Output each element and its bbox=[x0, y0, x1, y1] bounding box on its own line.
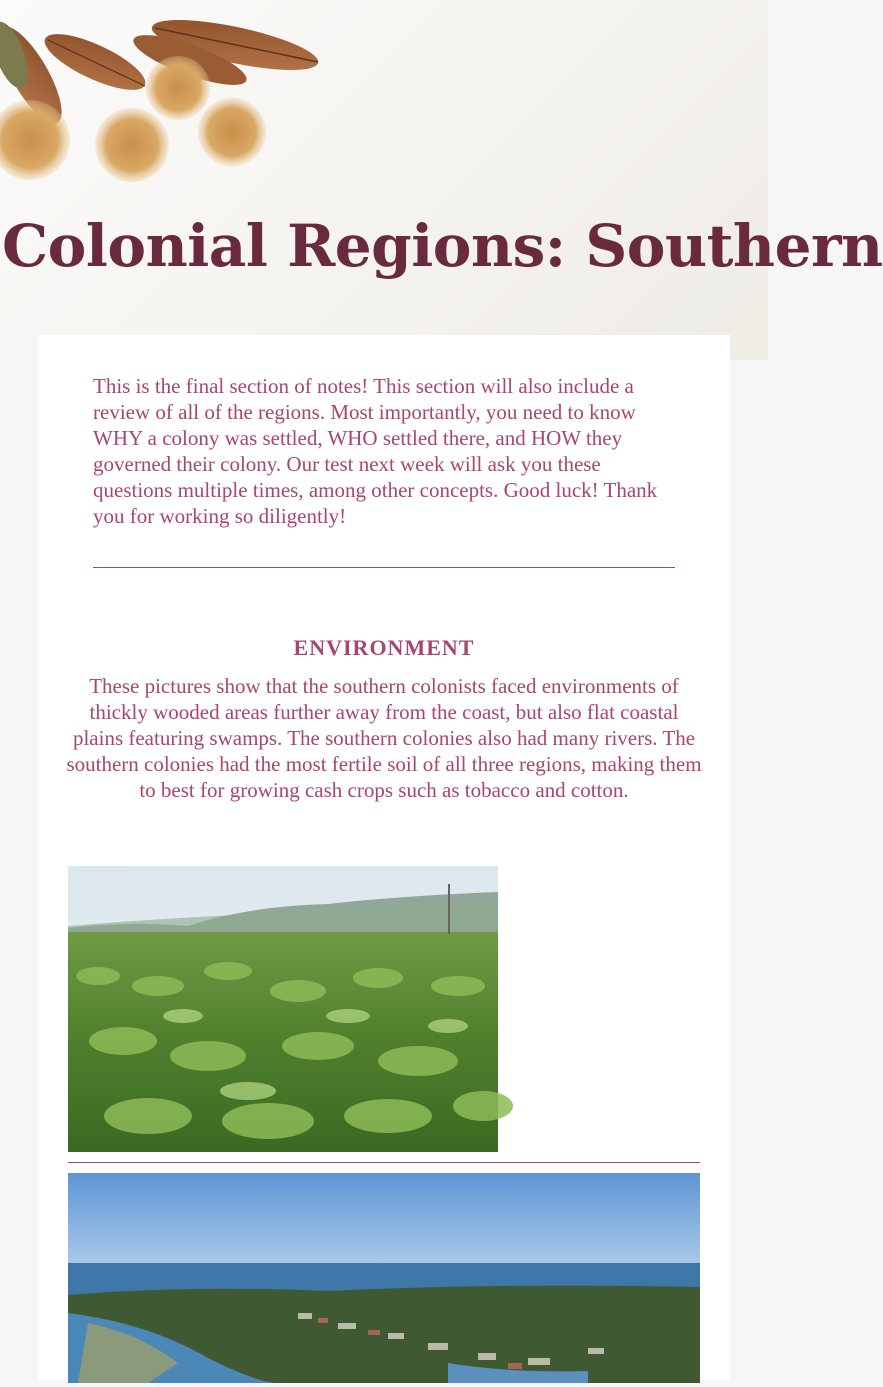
environment-paragraph: These pictures show that the southern colonists faced environments of thickly wooded areas further away from the coast, but also flat coastal plains featuring swamps. The southern colonies also had many rivers. The southern colonies had the most fertile soil of all three regions, making them to best for growing cash crops such as tobacco and cotton. bbox=[66, 674, 702, 802]
intro-paragraph: This is the final section of notes! This section will also include a review of all of the regions. Most importantly, you need to know WHY a colony was settled, WHO settled there, and HOW they governed their colony. Our test next week will ask you these questions multiple times, among other concepts. Good luck! Thank you for working so diligently! bbox=[93, 374, 658, 528]
page-title: Colonial Regions: Southern bbox=[2, 212, 883, 280]
chestnut-leaves-icon bbox=[0, 0, 340, 200]
coastal-plain-photo bbox=[68, 1173, 700, 1383]
content-card bbox=[38, 335, 730, 1380]
environment-heading: ENVIRONMENT bbox=[293, 635, 475, 660]
header-banner bbox=[0, 0, 883, 360]
divider bbox=[68, 1162, 700, 1163]
tobacco-field-photo bbox=[68, 866, 498, 1152]
divider bbox=[93, 567, 675, 568]
